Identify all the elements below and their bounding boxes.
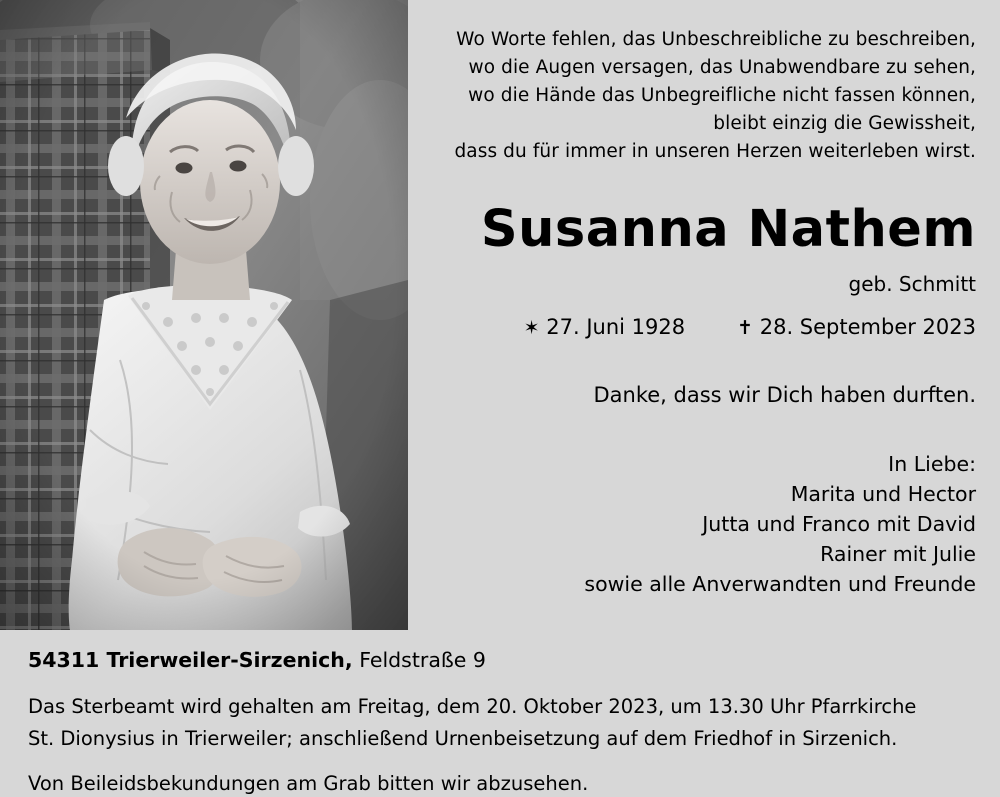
death-date-group [737,315,976,339]
deceased-name: Susanna Nathem [480,199,976,259]
poem-line-3: wo die Hände das Unbegreifliche nicht fassen können, [468,85,976,107]
cross-icon: ✝ [737,317,754,340]
thanks-line: Danke, dass wir Dich haben durften. [593,383,976,408]
mourner-line-1: Marita und Hector [790,482,976,507]
service-line-3: Von Beileidsbekundungen am Grab bitten wir abzusehen. [28,772,589,796]
star-icon: ✶ [523,317,540,340]
service-details [28,691,972,797]
maiden-name: geb. Schmitt [848,272,976,297]
notice-text-column [414,0,1000,630]
poem-line-4: bleibt einzig die Gewissheit, [713,113,976,135]
life-dates [414,315,976,339]
bottom-block [0,630,1000,797]
address [28,648,972,672]
portrait-photo [0,0,408,630]
poem-line-5: dass du für immer in unseren Herzen weiterleben wirst. [454,141,976,163]
death-date: 28. September 2023 [759,315,976,340]
mourner-line-2: Jutta und Franco mit David [702,511,976,536]
address-street: Feldstraße 9 [359,648,486,672]
poem [414,26,976,167]
poem-line-1: Wo Worte fehlen, das Unbeschreibliche zu beschreiben, [456,29,976,50]
portrait-illustration [0,0,408,630]
service-line-1: Das Sterbeamt wird gehalten am Freitag, dem 20. Oktober 2023, um 13.30 Uhr Pfarrkirche [28,695,917,718]
birth-date-group [524,315,685,339]
poem-line-2: wo die Augen versagen, das Unabwendbare zu sehen, [468,57,976,79]
service-line-2: St. Dionysius in Trierweiler; anschließend Urnenbeisetzung auf dem Friedhof in Sirzenich. [28,726,898,750]
mourners-intro: In Liebe: [888,452,976,477]
mourners [414,450,976,600]
mourner-line-3: Rainer mit Julie [820,541,976,566]
mourner-line-4: sowie alle Anverwandten und Freunde [584,571,976,596]
address-postal-city: 54311 Trierweiler-Sirzenich, [28,648,353,672]
birth-date: 27. Juni 1928 [546,315,686,340]
